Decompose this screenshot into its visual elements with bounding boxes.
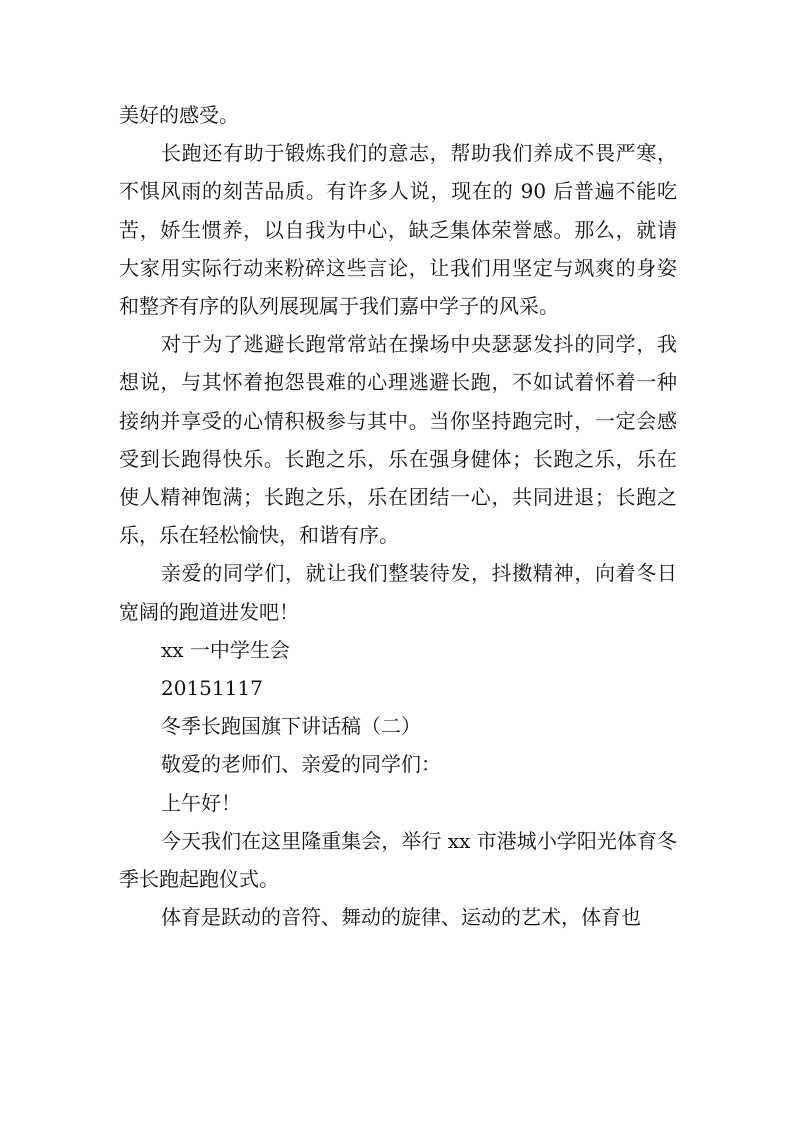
paragraph-call-to-action: 亲爱的同学们，就让我们整装待发，抖擞精神，向着冬日宽阔的跑道进发吧！ (119, 561, 677, 624)
document-body (119, 96, 677, 936)
salutation: 敬爱的老师们、亲爱的同学们： (161, 752, 441, 777)
signature: xx 一中学生会 (161, 637, 290, 662)
paragraph-sports: 体育是跃动的音符、舞动的旋律、运动的艺术，体育也 (161, 905, 641, 930)
paragraph-continuation: 美好的感受。 (119, 103, 239, 127)
date: 20151117 (161, 676, 263, 701)
paragraph-joy-of-running: 对于为了逃避长跑常常站在操场中央瑟瑟发抖的同学，我想说，与其怀着抱怨畏难的心理逃避长跑，不如试着怀着一种接纳并享受的心情积极参与其中。当你坚持跑完时，一定会感受到长跑得快乐。长跑之乐，乐在强身健体；长跑之乐，乐在使人精神饱满；长跑之乐，乐在团结一心，共同进退；长跑之乐，乐在轻松愉快，和谐有序。 (119, 332, 677, 548)
greeting: 上午好！ (161, 790, 241, 815)
paragraph-endurance: 长跑还有助于锻炼我们的意志，帮助我们养成不畏严寒，不惧风雨的刻苦品质。有许多人说，现在的 90 后普遍不能吃苦，娇生惯养，以自我为中心，缺乏集体荣誉感。那么，就请大家用实际行动来粉碎这些言论，让我们用坚定与飒爽的身姿和整齐有序的队列展现属于我们嘉中学子的风采。 (119, 141, 677, 319)
paragraph-ceremony: 今天我们在这里隆重集会，举行 xx 市港城小学阳光体育冬季长跑起跑仪式。 (119, 828, 677, 892)
second-speech-title: 冬季长跑国旗下讲话稿（二） (161, 714, 421, 739)
